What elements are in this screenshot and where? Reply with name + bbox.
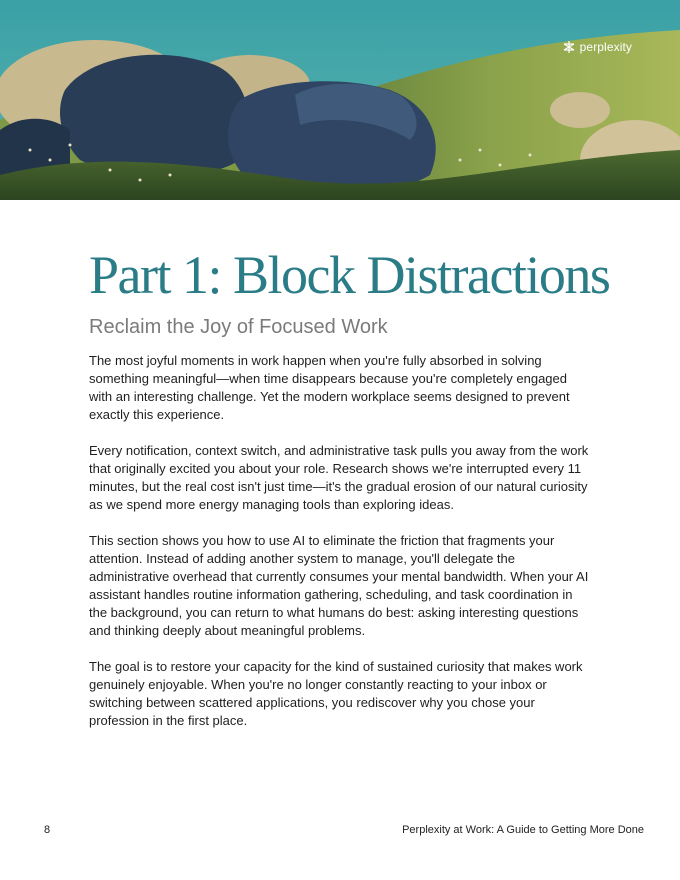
hero-image — [0, 0, 680, 200]
page-subtitle: Reclaim the Joy of Focused Work — [89, 316, 388, 338]
brand-logo — [562, 40, 632, 54]
perplexity-logo-icon — [562, 40, 576, 54]
paragraph-3: This section shows you how to use AI to eliminate the friction that fragments your attention. Instead of adding another system to manage, you'll delegate the administrative overhead that currently consumes your mental bandwidth. When your AI assistant handles routine information gathering, scheduling, and task coordination in the background, you can return to what humans do best: asking interesting questions and thinking deeply about meaningful problems. — [89, 533, 589, 638]
brand-name: perplexity — [579, 40, 632, 54]
main-content — [89, 240, 610, 748]
page-number: 8 — [44, 824, 51, 836]
paragraph-2: Every notification, context switch, and administrative task pulls you away from the work that originally excited you about your role. Research shows we're interrupted every 11 minutes, but the real cost isn't just time—it's the gradual erosion of our natural curiosity as we spend more energy managing tools than exploring ideas. — [89, 443, 589, 512]
paragraph-4: The goal is to restore your capacity for the kind of sustained curiosity that makes work genuinely enjoyable. When you're no longer constantly reacting to your inbox or switching between scattered applications, you rediscover why you chose your profession in the first place. — [89, 659, 583, 728]
footer-doc-title: Perplexity at Work: A Guide to Getting More Done — [402, 824, 644, 836]
landscape-illustration — [0, 0, 680, 200]
page-title: Part 1: Block Distractions — [89, 245, 610, 305]
paragraph-1: The most joyful moments in work happen when you're fully absorbed in solving something meaningful—when time disappears because you're completely engaged with an interesting challenge. Yet the modern workplace seems designed to prevent exactly this experience. — [89, 353, 570, 422]
